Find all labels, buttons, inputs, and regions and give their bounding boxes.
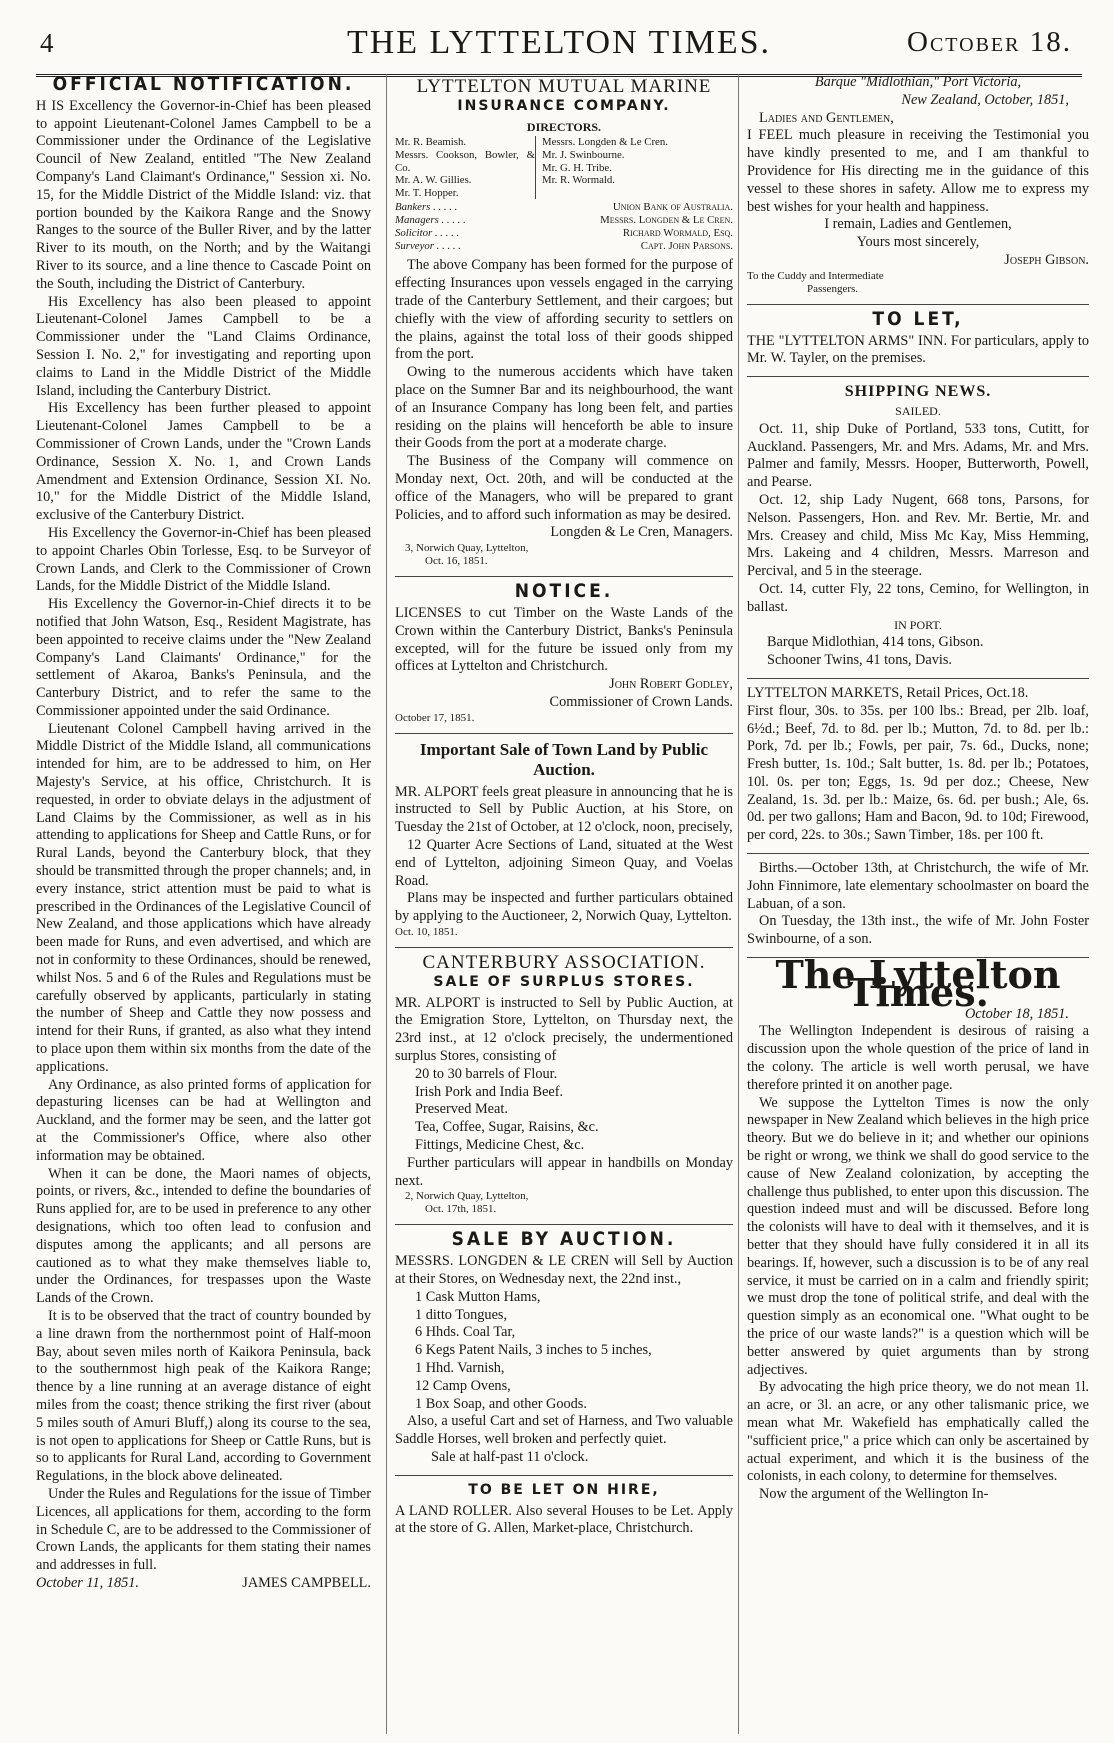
official-notification-heading: OFFICIAL NOTIFICATION. (52, 74, 355, 95)
director-left: Mr. A. W. Gillies. (395, 174, 472, 187)
auction-text: MESSRS. LONGDEN & LE CREN will Sell by Auction at their Stores, on Wednesday next, the 22nd inst., (395, 1253, 733, 1288)
column-right (738, 74, 1089, 1734)
notice-text: LICENSES to cut Timber on the Waste Lands of the Crown within the Canterbury District, Banks's Peninsula excepted, will for the future be issued only from my offices at Lyttelton and Christchurch. (395, 604, 733, 675)
marine-insurance-title: LYTTELTON MUTUAL MARINE (416, 76, 712, 97)
shipping-entry: Oct. 14, cutter Fly, 22 tons, Cemino, for Wellington, in ballast. (747, 580, 1089, 615)
divider (395, 576, 733, 577)
testimonial-header-line: Barque "Midlothian," Port Victoria, (814, 74, 1022, 90)
markets-text: First flour, 30s. to 35s. per 100 lbs.: Bread, per 2lb. loaf, 6½d.; Beef, 7d. to 8d. per lb.; Mutton, 7d. to 8d. per lb.: Pork, 7d. per lb.; Fowls, per pair, 7s. 6d., Ducks, none; Fresh butter, 1s. 10d.; Salt butter, 1s. 8d. per lb.; Potatoes, 10l. 0s. per ton; Eggs, 1s. 9d per doz.; Cheese, New Zealand, 1s. 3d. per lb.: Maize, 6s. 6d. per bush.; Ale, 6s. 0d. per two gallons; Ham and Bacon, 9d. to 10d; Firewood, per cord, 22s. to 30s.; Sawn Timber, 18s. per 100 ft. (747, 702, 1089, 844)
shipping-entry: Schooner Twins, 41 tons, Davis. (767, 652, 952, 669)
director-right: Mr. J. Swinbourne. (542, 148, 625, 161)
list-item: Preserved Meat. (415, 1101, 508, 1118)
officer-row (395, 227, 733, 240)
director-left: Mr. T. Hopper. (395, 186, 459, 199)
masthead (36, 24, 1082, 77)
divider (747, 678, 1089, 679)
notice-signer-title: Commissioner of Crown Lands. (549, 693, 733, 710)
paragraph: The Business of the Company will commence on Monday next, Oct. 20th, and will be conducted at the office of the Managers, who will be prepared to grant Policies, and to afford such information as may be desired. (395, 453, 733, 523)
paragraph: His Excellency the Governor-in-Chief directs it to be notified that John Watson, Esq., Resident Magistrate, has been appointed to receive claims under the "New Zealand Company's Land Claimants' Ordinance," for the settlement of Akaroa, Banks's Peninsula, and the Canterbury District, and to refer the same to the Commissioner appointed under the said Ordinance. (36, 596, 371, 719)
officer-role: Bankers . . . . . (395, 201, 458, 214)
date: Oct. 16, 1851. (425, 555, 488, 568)
footer-signature: JAMES CAMPBELL. (242, 1574, 371, 1591)
footer-date: October 11, 1851. (36, 1574, 139, 1591)
testimonial-closing: Yours most sincerely, (856, 234, 980, 251)
address: 2, Norwich Quay, Lyttelton, (405, 1190, 529, 1203)
director-right: Mr. G. H. Tribe. (542, 161, 612, 174)
director-right: Messrs. Longden & Le Cren. (542, 136, 668, 149)
list-item: 1 ditto Tongues, (415, 1306, 508, 1323)
date: Oct. 17th, 1851. (425, 1203, 497, 1216)
testimonial-salutation: Ladies and Gentlemen, (759, 109, 894, 126)
paragraph: H IS Excellency the Governor-in-Chief has been pleased to appoint Lieutenant-Colonel James Campbell to be a Commissioner under the Ordinance of the Legislative Council of New Zealand, entitled "The New Zealand Company's Land Claimant's Ordinance," Session xi. No. 15, for the Middle District of the Middle Island: viz. that portion bounded by the Kaikora Range and the Snowy Ranges to the source of the Buller River, and by the latter River to its mouth, on the North; and by the Waitangi River to its source, and a line thence to Cascade Point on the South, including the District of Canterbury. (36, 97, 371, 292)
hire-heading: TO BE LET ON HIRE, (468, 1481, 660, 1498)
signature-text: Longden & Le Cren, Managers. (550, 524, 733, 541)
in-port-heading: IN PORT. (894, 617, 942, 632)
paragraph: We suppose the Lyttelton Times is now the only newspaper in New Zealand which believes in the high price theory. But we do believe in it; and whether our opinions be right or wrong, we think we shall do good service to the cause of New Zealand colonization, by accepting the challenge thus published, to enter upon this discussion. The question indeed must and will be discussed. Before long the colonists will have to deal with it themselves, and it is better that they should have fully considered it in all its bearings. If, however, such a discussion is to be of any real service, it must be carried on in a calm and friendly spirit; we must drop the tone of political strife, and deal with the question simply as an economical one. "What ought to be the price of our waste lands?" is a question which will be better answered by quiet arguments than by strong adjectives. (747, 1094, 1089, 1378)
paragraph: His Excellency has also been pleased to appoint Lieutenant-Colonel James Campbell to be a Commissioner under the "Land Claims Ordinance, Session I. No. 2," for investigating and reporting upon claims to Land in the Middle District of the Middle Island, including the Canterbury District. (36, 293, 371, 399)
director-left: Messrs. Cookson, Bowler, & Co. (395, 148, 535, 174)
issue-date: October 18. (907, 26, 1072, 58)
shipping-heading: SHIPPING NEWS. (844, 383, 992, 401)
canterbury-title: CANTERBURY ASSOCIATION. (422, 952, 706, 974)
shipping-entry: Oct. 12, ship Lady Nugent, 668 tons, Parsons, for Nelson. Passengers, Hon. and Rev. Mr. Bertie, Mr. and Mrs. Creasey and child, Miss Mc Kay, Miss Hemming, Mrs. Lakeing and 4 children, Messrs. Marreson and Percival, and 5 in the steerage. (747, 491, 1089, 580)
canterbury-subtitle: SALE OF SURPLUS STORES. (433, 973, 695, 990)
list-item: 6 Hhds. Coal Tar, (415, 1324, 516, 1341)
list-item: 20 to 30 barrels of Flour. (415, 1065, 558, 1082)
divider (747, 304, 1089, 305)
director-right: Mr. R. Wormald. (542, 174, 616, 187)
paragraph: Lieutenant Colonel Campbell having arrived in the Middle District of the Middle Island, all communications intended for him, are to be addressed to him, on Her Majesty's Service, at his office, Christchurch. It is requested, in order to obviate delays in the adjustment of Land Claims by the Commissioner, as well as in his attending to applications for Sheep and Cattle Runs, or for Rural Lands, beyond the Canterbury block, that they should be transmitted through the proper channels; and, in every instance, strict attention must be paid to what is prescribed in the Ordinances of the Legislative Council of New Zealand, and those applications which have already been made for Runs, and even advertised, and which are not in conformity to these Ordinances, should be renewed, whilst Nos. 5 and 6 of the Rules and Regulations must be carefully observed by applicants, particularly in stating the number of Sheep and Cattle they now possess and intend for their Runs, if granted, as also what they intend to place upon them within six months from the date of the applications. (36, 720, 371, 1075)
divider (395, 1475, 733, 1476)
officer-name: Union Bank of Australia. (612, 201, 733, 214)
column-middle (386, 74, 733, 1734)
paragraph: The above Company has been formed for the purpose of effecting Insurances upon vessels engaged in the carrying trade of the Canterbury Settlement, and their cargoes; but chiefly with the view of affording security to settlers on the plains, against the total loss of their goods shipped from the port. (395, 257, 733, 363)
notice-signer: John Robert Godley, (609, 676, 733, 693)
testimonial-recipient: Passengers. (807, 282, 859, 295)
to-let-heading: TO LET, (872, 307, 964, 330)
testimonial-closing: I remain, Ladies and Gentlemen, (824, 216, 1012, 233)
canterbury-text: MR. ALPORT is instructed to Sell by Public Auction, at the Emigration Store, Lyttelton, on Thursday next, the 23rd inst., at 12 o'clock precisely, the undermentioned surplus Stores, consisting of (395, 994, 733, 1065)
list-item: 6 Kegs Patent Nails, 3 inches to 5 inches, (415, 1342, 652, 1359)
official-notification-body (36, 98, 371, 1575)
officer-name: Capt. John Parsons. (640, 240, 733, 253)
divider (395, 1224, 733, 1225)
markets-heading: LYTTELTON MARKETS, Retail Prices, Oct.18. (747, 684, 1029, 701)
testimonial-signer: Joseph Gibson. (1004, 251, 1089, 268)
shipping-entry: Barque Midlothian, 414 tons, Gibson. (767, 634, 984, 651)
paragraph: Any Ordinance, as also printed forms of application for depasturing licenses can be had at Wellington and Auckland, and the former may be seen, and the latter got at the Commissioner's Office, where also other information may be obtained. (36, 1076, 371, 1164)
divider (395, 733, 733, 734)
paragraph: Owing to the numerous accidents which have taken place on the Sumner Bar and its neighbourhood, the want of an Insurance Company has long been felt, and parties residing on the plains will henceforth be able to insure their Goods from the port at a moderate charge. (395, 364, 733, 452)
editorial-nameplate: The Lyttelton Times. (775, 952, 1061, 1015)
newspaper-title: THE LYTTELTON TIMES. (346, 24, 772, 61)
officers-list (395, 201, 733, 253)
officer-name: Messrs. Longden & Le Cren. (600, 214, 733, 227)
testimonial-header-line: New Zealand, October, 1851, (901, 91, 1069, 108)
directors-list (395, 136, 733, 199)
births-entry: On Tuesday, the 13th inst., the wife of Mr. John Foster Swinbourne, of a son. (747, 913, 1089, 948)
directors-heading: DIRECTORS. (526, 119, 602, 134)
paragraph: The Wellington Independent is desirous of raising a discussion upon the whole question of the price of land in the colony. The article is well worth perusal, we have therefore printed it on another page. (747, 1023, 1089, 1093)
date: Oct. 10, 1851. (395, 926, 458, 939)
paragraph: His Excellency the Governor-in-Chief has been pleased to appoint Charles Obin Torlesse, Esq. to be Surveyor of Crown Lands, and Clerk to the Commissioner of Crown Lands, for the Middle District of the Middle Island. (36, 524, 371, 595)
divider (395, 947, 733, 948)
director-left: Mr. R. Beamish. (395, 136, 467, 149)
list-item: Fittings, Medicine Chest, &c. (415, 1137, 585, 1154)
officer-row (395, 201, 733, 214)
editorial-date: October 18, 1851. (964, 1005, 1069, 1022)
paragraph: By advocating the high price theory, we do not mean 1l. an acre, or 3l. an acre, or any other talismanic price, we mean what Mr. Wakefield has emphatically called the "sufficient price," a price which can only be ascertained by actual experiment, and which it is the business of the colonists, in each colony, to determine for themselves. (747, 1379, 1089, 1485)
list-item: Tea, Coffee, Sugar, Raisins, &c. (415, 1119, 599, 1136)
town-land-heading: Important Sale of Town Land by Public Auction. (419, 739, 709, 779)
shipping-entry: Oct. 11, ship Duke of Portland, 533 tons, Cutitt, for Auckland. Passengers, Mr. and Mrs. Adams, Mr. and Mrs. Palmer and family, Messrs. Hooper, Butterworth, Powell, and Pearse. (747, 420, 1089, 491)
town-land-text: MR. ALPORT feels great pleasure in announcing that he is instructed to Sell by Public Auction, at his Store, on Tuesday the 21st of October, at 12 o'clock, noon, precisely, (395, 783, 733, 836)
officer-role: Managers . . . . . (395, 214, 466, 227)
officer-role: Solicitor . . . . . (395, 227, 460, 240)
town-land-lots: 12 Quarter Acre Sections of Land, situated at the West end of Lyttelton, adjoining Simeon Quay, and Voelas Road. (395, 837, 733, 889)
officer-name: Richard Wormald, Esq. (622, 227, 733, 240)
list-item: 1 Hhd. Varnish, (415, 1360, 505, 1376)
official-notification-footer (36, 1575, 371, 1593)
date: October 17, 1851. (395, 711, 475, 724)
births-entry: Births.—October 13th, at Christchurch, the wife of Mr. John Finnimore, late elementary schoolmaster on board the Labuan, of a son. (747, 860, 1089, 912)
paragraph: When it can be done, the Maori names of objects, points, or rivers, &c., intended to define the boundaries of Runs applied for, are to be used in preference to any other designations, which too often lead to confusion and disputes among the applicants; and all persons are cautioned as to what they make themselves liable to, under the Ordinances, for trespasses upon the Waste Lands of the Crown. (36, 1165, 371, 1307)
list-item: 1 Box Soap, and other Goods. (415, 1395, 587, 1412)
paragraph: Under the Rules and Regulations for the issue of Timber Licences, all applications for them, according to the form in Schedule C, are to be addressed to the Commissioner of Crown Lands, the applicants for them stating their names and addresses in full. (36, 1485, 371, 1574)
notice-heading: NOTICE. (514, 580, 614, 603)
page-number: 4 (40, 28, 54, 58)
town-land-plans: Plans may be inspected and further particulars obtained by applying to the Auctioneer, 2, Norwich Quay, Lyttelton. (395, 890, 733, 925)
marine-signature (395, 524, 733, 542)
address: 3, Norwich Quay, Lyttelton, (405, 542, 529, 555)
canterbury-further: Further particulars will appear in handbills on Monday next. (395, 1154, 733, 1189)
paragraph: His Excellency has been further pleased to appoint Lieutenant-Colonel James Campbell to be a Commissioner of Crown Lands, under the "Crown Lands Ordinance, Session X. No. 1, and Crown Lands Amendment and Extension Ordinance, Session XI. No. 10," for the Middle District of the Middle Island, exclusive of the Canterbury District. (36, 400, 371, 524)
testimonial-recipient: To the Cuddy and Intermediate (747, 269, 884, 282)
marine-insurance-subtitle: INSURANCE COMPANY. (457, 97, 671, 114)
officer-role: Surveyor . . . . . (395, 240, 461, 253)
paragraph: Now the argument of the Wellington In- (759, 1486, 989, 1503)
auction-heading: SALE BY AUCTION. (451, 1228, 677, 1251)
officer-row (395, 240, 733, 253)
to-let-text: THE "LYTTELTON ARMS" INN. For particulars, apply to Mr. W. Tayler, on the premises. (747, 332, 1089, 367)
hire-text: A LAND ROLLER. Also several Houses to be Let. Apply at the store of G. Allen, Market-place, Christchurch. (395, 1502, 733, 1537)
officer-row (395, 214, 733, 227)
sailed-heading: SAILED. (895, 403, 941, 418)
divider (747, 376, 1089, 377)
auction-also: Also, a useful Cart and set of Harness, and Two valuable Saddle Horses, well broken and perfectly quiet. (395, 1413, 733, 1448)
column-left (36, 74, 371, 1734)
divider (747, 853, 1089, 854)
testimonial-text: I FEEL much pleasure in receiving the Testimonial you have kindly presented to me, and I am thankful to Providence for His directing me in the guidance of this vessel to these shores in safety. Allow me to express my best wishes for your health and happiness. (747, 127, 1089, 215)
paragraph: It is to be observed that the tract of country bounded by a line drawn from the northernmost point of Half-moon Bay, about seven miles north of Kaikora Peninsula, back to the southernmost high peak of the Kaikora Range; thence by a line running at an average distance of eight miles from the coast; thence striking the first river (about 5 miles south of Amuri Bluff,) along its course to the sea, is not open to applications for Sheep or Cattle Runs, but is so to applicants for Rural Land, according to Government Regulations, in the block above delineated. (36, 1307, 371, 1485)
auction-time: Sale at half-past 11 o'clock. (431, 1448, 589, 1465)
list-item: Irish Pork and India Beef. (415, 1083, 564, 1100)
list-item: 1 Cask Mutton Hams, (415, 1288, 541, 1305)
list-item: 12 Camp Ovens, (415, 1377, 511, 1394)
